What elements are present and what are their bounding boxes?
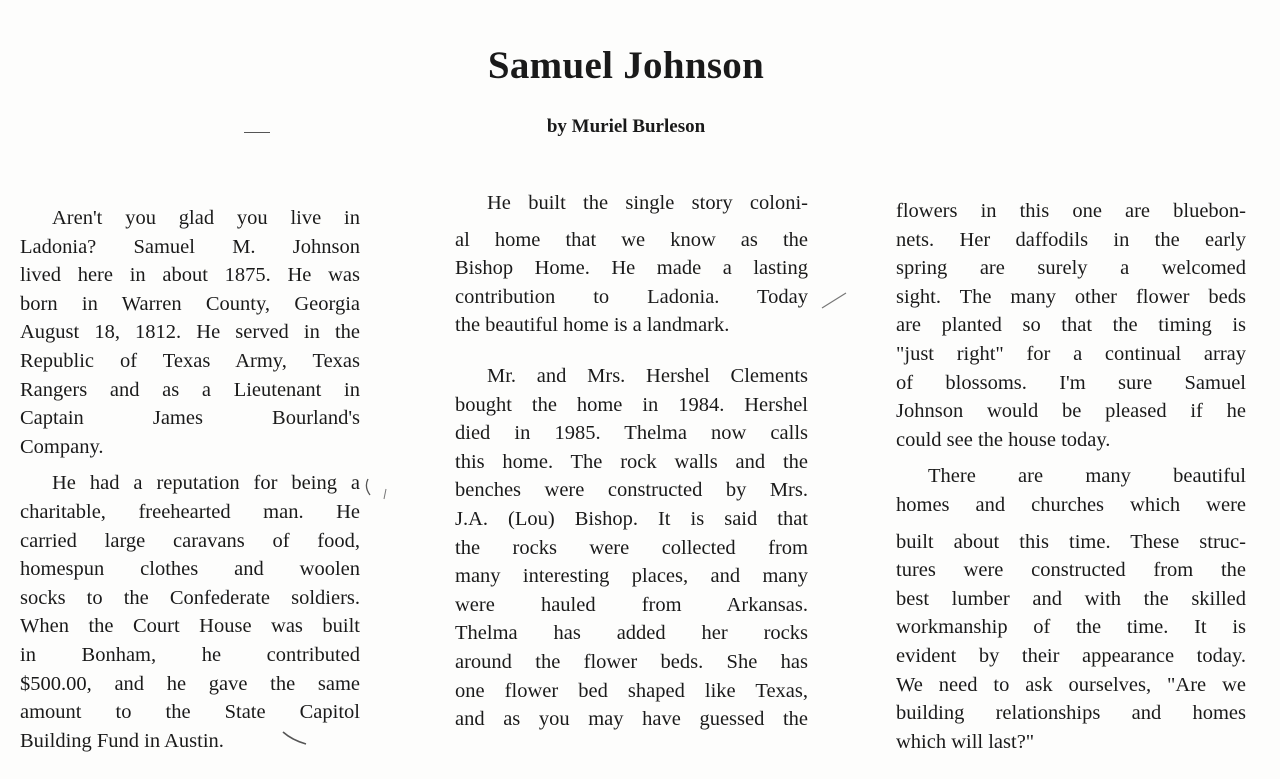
text-line: When the Court House was built bbox=[20, 615, 360, 638]
text-line: this home. The rock walls and the bbox=[455, 450, 808, 473]
column-2 bbox=[455, 189, 808, 734]
scan-mark-icon bbox=[280, 726, 310, 748]
text-line: died in 1985. Thelma now calls bbox=[455, 422, 808, 445]
text-line: amount to the State Capitol bbox=[20, 701, 360, 724]
text-line: evident by their appearance today. bbox=[896, 644, 1246, 667]
text-line: Aren't you glad you live in bbox=[52, 207, 360, 229]
text-line: al home that we know as the bbox=[455, 228, 808, 251]
text-line: Ladonia? Samuel M. Johnson bbox=[20, 235, 360, 258]
text-line: Republic of Texas Army, Texas bbox=[20, 349, 360, 372]
text-line: are planted so that the timing is bbox=[896, 314, 1246, 337]
text-line: were hauled from Arkansas. bbox=[455, 593, 808, 616]
text-line: which will last?" bbox=[896, 730, 1035, 753]
text-line: There are many beautiful bbox=[928, 465, 1246, 488]
article-byline: by Muriel Burleson bbox=[546, 116, 706, 137]
text-line: homes and churches which were bbox=[896, 493, 1246, 516]
text-line: Johnson would be pleased if he bbox=[896, 400, 1246, 423]
text-line: many interesting places, and many bbox=[455, 565, 808, 588]
text-line: building relationships and homes bbox=[896, 702, 1246, 725]
text-line: August 18, 1812. He served in the bbox=[20, 321, 360, 344]
text-line: one flower bed shaped like Texas, bbox=[455, 679, 808, 702]
text-line: Rangers and as a Lieutenant in bbox=[20, 378, 360, 401]
scan-mark-icon bbox=[820, 290, 850, 310]
text-line: socks to the Confederate soldiers. bbox=[20, 586, 360, 609]
text-line: sight. The many other flower beds bbox=[896, 285, 1246, 308]
text-line: lived here in about 1875. He was bbox=[20, 264, 360, 287]
text-line: built about this time. These struc- bbox=[896, 530, 1246, 553]
text-line: flowers in this one are bluebon- bbox=[896, 200, 1246, 222]
text-line: carried large caravans of food, bbox=[20, 529, 360, 552]
text-line: bought the home in 1984. Hershel bbox=[455, 393, 808, 416]
text-line: Building Fund in Austin. bbox=[20, 729, 224, 752]
text-line: the rocks were collected from bbox=[455, 536, 808, 559]
column-1 bbox=[20, 204, 360, 755]
text-line: best lumber and with the skilled bbox=[896, 587, 1246, 610]
scan-mark-icon bbox=[364, 475, 394, 515]
text-line: He built the single story coloni- bbox=[487, 192, 808, 214]
text-line: around the flower beds. She has bbox=[455, 650, 808, 673]
text-line: born in Warren County, Georgia bbox=[20, 292, 360, 315]
decorative-dash bbox=[244, 132, 270, 133]
text-line: of blossoms. I'm sure Samuel bbox=[896, 371, 1246, 394]
text-line: in Bonham, he contributed bbox=[20, 643, 360, 666]
text-line: Thelma has added her rocks bbox=[455, 622, 808, 645]
text-line: contribution to Ladonia. Today bbox=[455, 285, 808, 308]
text-line: Mr. and Mrs. Hershel Clements bbox=[487, 364, 808, 387]
text-line: Company. bbox=[20, 435, 104, 458]
text-line: could see the house today. bbox=[896, 428, 1111, 451]
column-3 bbox=[896, 197, 1246, 756]
text-line: charitable, freehearted man. He bbox=[20, 500, 360, 523]
text-line: $500.00, and he gave the same bbox=[20, 672, 360, 695]
text-line: Bishop Home. He made a lasting bbox=[455, 257, 808, 280]
text-line: We need to ask ourselves, "Are we bbox=[896, 673, 1246, 696]
text-line: homespun clothes and woolen bbox=[20, 558, 360, 581]
text-line: He had a reputation for being a bbox=[52, 472, 360, 495]
text-line: "just right" for a continual array bbox=[896, 342, 1246, 365]
text-line: spring are surely a welcomed bbox=[896, 257, 1246, 280]
text-line: Captain James Bourland's bbox=[20, 407, 360, 430]
text-line: tures were constructed from the bbox=[896, 559, 1246, 582]
article-title: Samuel Johnson bbox=[487, 44, 765, 87]
text-line: benches were constructed by Mrs. bbox=[455, 479, 808, 502]
text-line: workmanship of the time. It is bbox=[896, 616, 1246, 639]
text-line: and as you may have guessed the bbox=[455, 708, 808, 731]
text-line: J.A. (Lou) Bishop. It is said that bbox=[455, 507, 808, 530]
text-line: the beautiful home is a landmark. bbox=[455, 314, 730, 337]
text-line: nets. Her daffodils in the early bbox=[896, 228, 1246, 251]
